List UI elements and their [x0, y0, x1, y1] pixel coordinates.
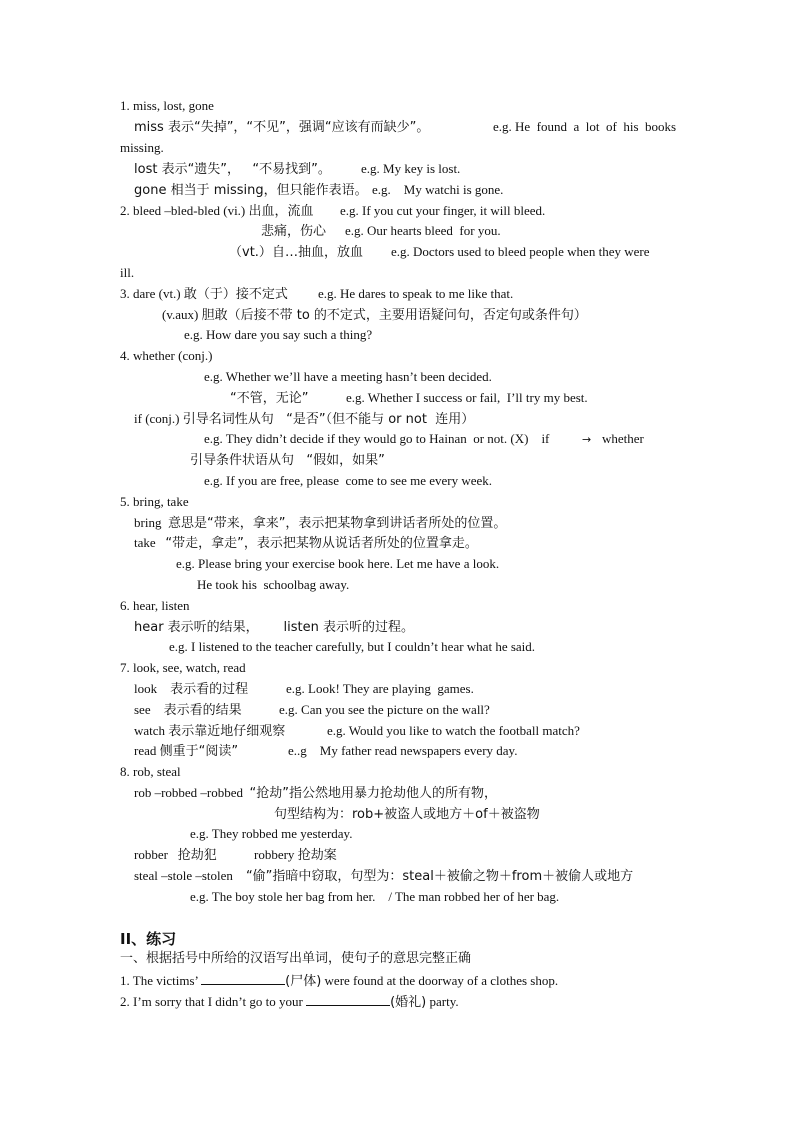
bleed-example-1	[340, 203, 545, 219]
look-line	[134, 681, 248, 698]
bring-meaning: 意思是“带来，拿来”，表示把某物拿到讲话者所处的位置。	[167, 516, 507, 531]
if-arrow-target-text: whether	[602, 431, 644, 446]
robber-tag: robber	[134, 847, 178, 862]
section-5-title	[120, 494, 189, 510]
hear-listen-example-text: e.g. I listened to the teacher carefully, but I couldn’t hear what he said.	[169, 639, 536, 654]
rob-structure-text: 句型结构为：rob+被盗人或地方＋of＋被盗物	[274, 807, 540, 822]
bleed-meaning-2: 悲痛，伤心	[261, 224, 327, 239]
bleed-example-2	[345, 223, 501, 239]
see-example	[279, 702, 490, 718]
watch-line	[134, 723, 285, 740]
rob-meaning: “抢劫”指公然地用暴力抢劫他人的所有物，	[249, 786, 498, 801]
miss-continuation	[120, 140, 164, 156]
miss-line	[134, 119, 429, 136]
bleed-meaning: 出血，流血	[248, 204, 314, 219]
bleed-continuation-text: ill.	[120, 265, 135, 280]
exercise-instruction-text: 一、根据括号中所给的汉语写出单词，使句子的意思完整正确	[120, 951, 472, 966]
take-line	[134, 535, 478, 552]
rob-forms: rob –robbed –robbed	[134, 785, 250, 800]
section-6-title-text: 6. hear, listen	[120, 598, 190, 613]
bring-tag: bring	[134, 515, 168, 530]
bring-take-example-2-text: He took his schoolbag away.	[197, 577, 350, 592]
question-2-answer-blank[interactable]	[306, 993, 390, 1006]
section-7-title	[120, 660, 246, 676]
question-1-prefix: 1. The victims’	[120, 973, 202, 988]
steal-example	[190, 889, 559, 905]
if-arrow	[582, 431, 591, 448]
steal-meaning: “偷”指暗中窃取，句型为：steal＋被偷之物＋from＋被偷人或地方	[245, 869, 634, 884]
bring-take-example-2	[197, 577, 349, 593]
if-example-2-text: e.g. If you are free, please come to see me every week.	[204, 473, 493, 488]
bleed-forms: 2. bleed –bled-bled (vi.)	[120, 203, 249, 218]
dare-meaning: 敢（于）接不定式	[183, 287, 288, 302]
question-1-answer-blank[interactable]	[201, 972, 285, 985]
dare-example	[318, 286, 513, 302]
see-example-text: e.g. Can you see the picture on the wall?	[279, 702, 490, 717]
gone-example	[372, 182, 503, 198]
section-8-title	[120, 764, 181, 780]
robbery-tag: robbery	[254, 847, 298, 862]
exercise-heading-text: II、练习	[120, 930, 177, 948]
bleed-meaning-3: 自…抽血，放血	[271, 245, 363, 260]
bring-line	[134, 515, 506, 532]
watch-tag: watch	[134, 723, 169, 738]
section-4-title	[120, 348, 212, 364]
question-2-prefix: 2. I’m sorry that I didn’t go to your	[120, 994, 307, 1009]
if-tag: if (conj.)	[134, 411, 183, 426]
if-arrow-target	[602, 431, 644, 447]
read-example	[288, 743, 517, 759]
section-2-title	[120, 203, 314, 220]
steal-line	[134, 868, 633, 885]
dare-aux-tag: (v.aux)	[162, 307, 202, 322]
read-example-text: e..g My father read newspapers every day.	[288, 743, 518, 758]
hear-listen-line	[134, 619, 414, 636]
dare-example-text: e.g. He dares to speak to me like that.	[318, 286, 514, 301]
see-tag: see	[134, 702, 164, 717]
if-example-2	[204, 473, 492, 489]
if-example-1	[204, 431, 549, 447]
hear-listen-meaning: hear 表示听的结果， listen 表示听的过程。	[134, 620, 414, 635]
bring-take-example-1-text: e.g. Please bring your exercise book here. Let me have a look.	[176, 556, 500, 571]
question-1-hint: (尸体)	[285, 974, 322, 989]
steal-forms: steal –stole –stolen	[134, 868, 246, 883]
read-line	[134, 743, 238, 760]
question-1	[120, 972, 558, 990]
lost-example-text: e.g. My key is lost.	[361, 161, 461, 176]
read-meaning: 侧重于“阅读”	[159, 744, 239, 759]
lost-example	[361, 161, 460, 177]
look-example-text: e.g. Look! They are playing games.	[286, 681, 474, 696]
steal-example-text: e.g. The boy stole her bag from her. / The man robbed her of her bag.	[190, 889, 560, 904]
dare-aux-example-text: e.g. How dare you say such a thing?	[184, 327, 373, 342]
bring-take-example-1	[176, 556, 499, 572]
section-3-title	[120, 286, 288, 303]
dare-aux-line	[162, 307, 587, 324]
if-example-1-text: e.g. They didn’t decide if they would go to Hainan or not. (X) if	[204, 431, 550, 446]
bleed-continuation	[120, 265, 134, 281]
question-2-hint: (婚礼)	[390, 995, 427, 1010]
read-tag: read	[134, 743, 160, 758]
section-5-title-text: 5. bring, take	[120, 494, 189, 509]
see-meaning: 表示看的结果	[163, 703, 242, 718]
robbery-line	[254, 847, 337, 864]
dare-forms: 3. dare (vt.)	[120, 286, 184, 301]
section-4-title-text: 4. whether (conj.)	[120, 348, 213, 363]
bleed-vt-tag: （vt.）	[229, 245, 272, 260]
whether-meaning: “不管，无论”	[230, 391, 309, 406]
dare-aux-meaning: 胆敢（后接不带 to 的不定式，主要用语疑问句，否定句或条件句）	[201, 308, 587, 323]
rob-structure	[274, 806, 540, 823]
if-line	[134, 411, 474, 428]
if-meaning: 引导名词性从句 “是否”（但不能与 or not 连用）	[182, 412, 475, 427]
hear-listen-example	[169, 639, 535, 655]
exercise-instruction	[120, 950, 471, 967]
gone-definition: gone 相当于 missing，但只能作表语。	[134, 183, 368, 198]
miss-example-text: e.g. He found a lot of his books	[493, 119, 677, 134]
whether-line-2	[230, 390, 308, 407]
robbery-meaning: 抢劫案	[297, 848, 337, 863]
section-8-title-text: 8. rob, steal	[120, 764, 181, 779]
take-tag: take	[134, 535, 166, 550]
whether-example-2-text: e.g. Whether I success or fail, I’ll try my best.	[346, 390, 588, 405]
watch-example-text: e.g. Would you like to watch the football match?	[327, 723, 580, 738]
section-6-title	[120, 598, 190, 614]
section-1-title	[120, 98, 214, 114]
gone-line	[134, 182, 368, 199]
bleed-example-1-text: e.g. If you cut your finger, it will bleed.	[340, 203, 546, 218]
rob-example	[190, 826, 352, 842]
bleed-example-3	[391, 244, 649, 260]
rob-line	[134, 785, 497, 802]
look-example	[286, 681, 474, 697]
bleed-line-2	[261, 223, 326, 240]
robber-meaning: 抢劫犯	[177, 848, 217, 863]
robber-line	[134, 847, 217, 864]
look-meaning: 表示看的过程	[170, 682, 249, 697]
miss-example	[493, 119, 676, 135]
watch-meaning: 表示靠近地仔细观察	[168, 724, 286, 739]
miss-continuation-text: missing.	[120, 140, 164, 155]
bleed-line-3	[229, 244, 363, 261]
rob-example-text: e.g. They robbed me yesterday.	[190, 826, 353, 841]
section-7-title-text: 7. look, see, watch, read	[120, 660, 246, 675]
exercise-heading	[120, 929, 176, 950]
question-1-suffix: were found at the doorway of a clothes shop.	[321, 973, 559, 988]
if-meaning-2: 引导条件状语从句 “假如，如果”	[190, 453, 385, 468]
whether-example-1	[204, 369, 492, 385]
take-meaning: “带走，拿走”，表示把某物从说话者所处的位置拿走。	[165, 536, 478, 551]
miss-definition: miss 表示“失掉”，“不见”，强调“应该有而缺少”。	[134, 120, 430, 135]
bleed-example-2-text: e.g. Our hearts bleed for you.	[345, 223, 501, 238]
watch-example	[327, 723, 580, 739]
right-arrow-icon: →	[582, 433, 592, 446]
see-line	[134, 702, 242, 719]
lost-line	[134, 161, 331, 178]
bleed-example-3-text: e.g. Doctors used to bleed people when they were	[391, 244, 650, 259]
look-tag: look	[134, 681, 171, 696]
lost-definition: lost 表示“遗失”， “不易找到”。	[134, 162, 331, 177]
question-2-suffix: party.	[426, 994, 459, 1009]
if-line-2	[190, 452, 385, 469]
dare-aux-example	[184, 327, 372, 343]
whether-example-2	[346, 390, 588, 406]
question-2	[120, 993, 459, 1011]
section-1-title-text: 1. miss, lost, gone	[120, 98, 214, 113]
whether-example-1-text: e.g. Whether we’ll have a meeting hasn’t been decided.	[204, 369, 492, 384]
gone-example-text: e.g. My watchi is gone.	[372, 182, 504, 197]
